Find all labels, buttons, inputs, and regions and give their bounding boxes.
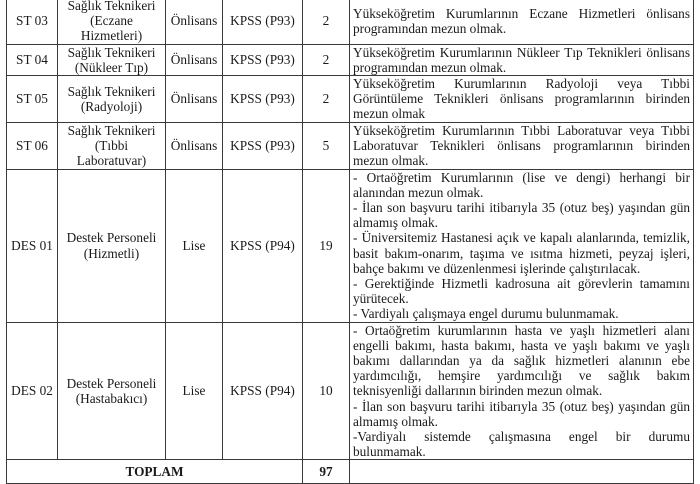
requirements [350, 0, 694, 44]
position-title-line: Sağlık Teknikeri [67, 0, 156, 13]
exam-type: KPSS (P93) [223, 122, 303, 169]
total-row [7, 460, 694, 484]
requirements [350, 322, 694, 460]
exam-type: KPSS (P93) [223, 0, 303, 44]
table-row [7, 122, 694, 169]
total-count: 97 [303, 460, 350, 484]
education-level: Önlisans [166, 44, 223, 75]
position-count: 2 [303, 76, 350, 123]
position-code: ST 04 [7, 44, 58, 75]
requirements [350, 76, 694, 123]
table-row [7, 169, 694, 322]
position-title-line: Destek Personeli [66, 375, 157, 391]
exam-type: KPSS (P94) [223, 322, 303, 460]
exam-type: KPSS (P93) [223, 76, 303, 123]
position-count: 5 [303, 122, 350, 169]
positions-table [6, 0, 694, 484]
requirement-item: - İlan son başvuru tarihi itibarıyla 35 (otuz beş) yaşından gün almamış olmak. [353, 200, 690, 231]
exam-type: KPSS (P94) [223, 169, 303, 322]
position-code: ST 03 [7, 0, 58, 44]
position-count: 2 [303, 0, 350, 44]
total-empty-cell [350, 460, 694, 484]
requirement-item: Yükseköğretim Kurumlarının Tıbbi Laboratuvar veya Tıbbi Laboratuvar Teknikleri önlisans programlarının birinden mezun olmak. [353, 122, 690, 169]
position-title [58, 76, 166, 123]
position-title-line: (Eczane Hizmetleri) [80, 13, 143, 44]
position-title [58, 322, 166, 460]
requirement-item: - İlan son başvuru tarihi itibarıyla 35 (otuz beş) yaşından gün almamış olmak. [353, 398, 690, 429]
education-level: Lise [166, 169, 223, 322]
position-count: 2 [303, 44, 350, 75]
table-row [7, 44, 694, 75]
position-code: ST 05 [7, 76, 58, 123]
position-title-line: Sağlık Teknikeri [67, 122, 156, 138]
requirement-item: - Üniversitemiz Hastanesi açık ve kapalı alanlarında, temizlik, basit bakım-onarım, taşıma ve ısıtma hizmeti, peyzaj işleri, bahçe bakımı ve düzenlenmesi işlerinde çalıştırılacak. [353, 230, 690, 276]
position-title [58, 0, 166, 44]
table-row [7, 322, 694, 460]
position-title-line: Sağlık Teknikeri [67, 44, 156, 60]
position-code: ST 06 [7, 122, 58, 169]
education-level: Önlisans [166, 76, 223, 123]
education-level: Önlisans [166, 0, 223, 44]
education-level: Lise [166, 322, 223, 460]
table-row [7, 76, 694, 123]
position-title [58, 122, 166, 169]
exam-type: KPSS (P93) [223, 44, 303, 75]
position-title-line: (Hizmetli) [83, 245, 140, 261]
position-title [58, 44, 166, 75]
position-count: 10 [303, 322, 350, 460]
position-title-line: (Hastabakıcı) [75, 391, 148, 407]
position-title [58, 169, 166, 322]
total-label: TOPLAM [7, 460, 303, 484]
requirement-item: - Gerektiğinde Hizmetli kadrosuna ait görevlerin tamamını yürütecek. [353, 276, 690, 307]
requirement-item: Yükseköğretim Kurumlarının Radyoloji veya Tıbbi Görüntüleme Teknikleri önlisans programlarının birinden mezun olmak [353, 76, 690, 122]
requirements [350, 44, 694, 75]
position-title-line: (Radyoloji) [80, 98, 143, 114]
position-title-line: Laboratuvar) [76, 153, 147, 169]
position-code: DES 02 [7, 322, 58, 460]
requirements [350, 169, 694, 322]
requirement-item: Yükseköğretim Kurumlarının Eczane Hizmetleri önlisans programından mezun olmak. [353, 5, 690, 36]
position-title-line: (Nükleer Tıp) [74, 59, 149, 75]
requirement-item: Yükseköğretim Kurumlarının Nükleer Tıp Teknikleri önlisans programından mezun olmak. [353, 44, 690, 75]
requirement-item: - Vardiyalı çalışmaya engel durumu bulunmamak. [353, 306, 619, 322]
table-row [7, 0, 694, 44]
position-code: DES 01 [7, 169, 58, 322]
requirements [350, 122, 694, 169]
education-level: Önlisans [166, 122, 223, 169]
position-title-line: (Tıbbi [94, 138, 129, 154]
position-count: 19 [303, 169, 350, 322]
requirement-item: - Ortaöğretim Kurumlarının (lise ve dengi) herhangi bir alanından mezun olmak. [353, 169, 690, 200]
position-title-line: Sağlık Teknikeri [67, 83, 156, 99]
requirement-item: - Ortaöğretim kurumlarının hasta ve yaşlı hizmetleri alanı engelli bakımı, hasta bakımı, hasta ve yaşlı bakımı ve yaşlı bakımı dallarından ya da sağlık hizmetleri alanının ebe yardımcılığı, hemşire yardımcılığı ve sağlık bakım teknisyenliği dallarının birinden mezun olmak. [353, 322, 690, 399]
requirement-item: -Vardiyalı sistemde çalışmasına engel bir durumu bulunmamak. [353, 429, 690, 460]
position-title-line: Destek Personeli [66, 230, 157, 246]
